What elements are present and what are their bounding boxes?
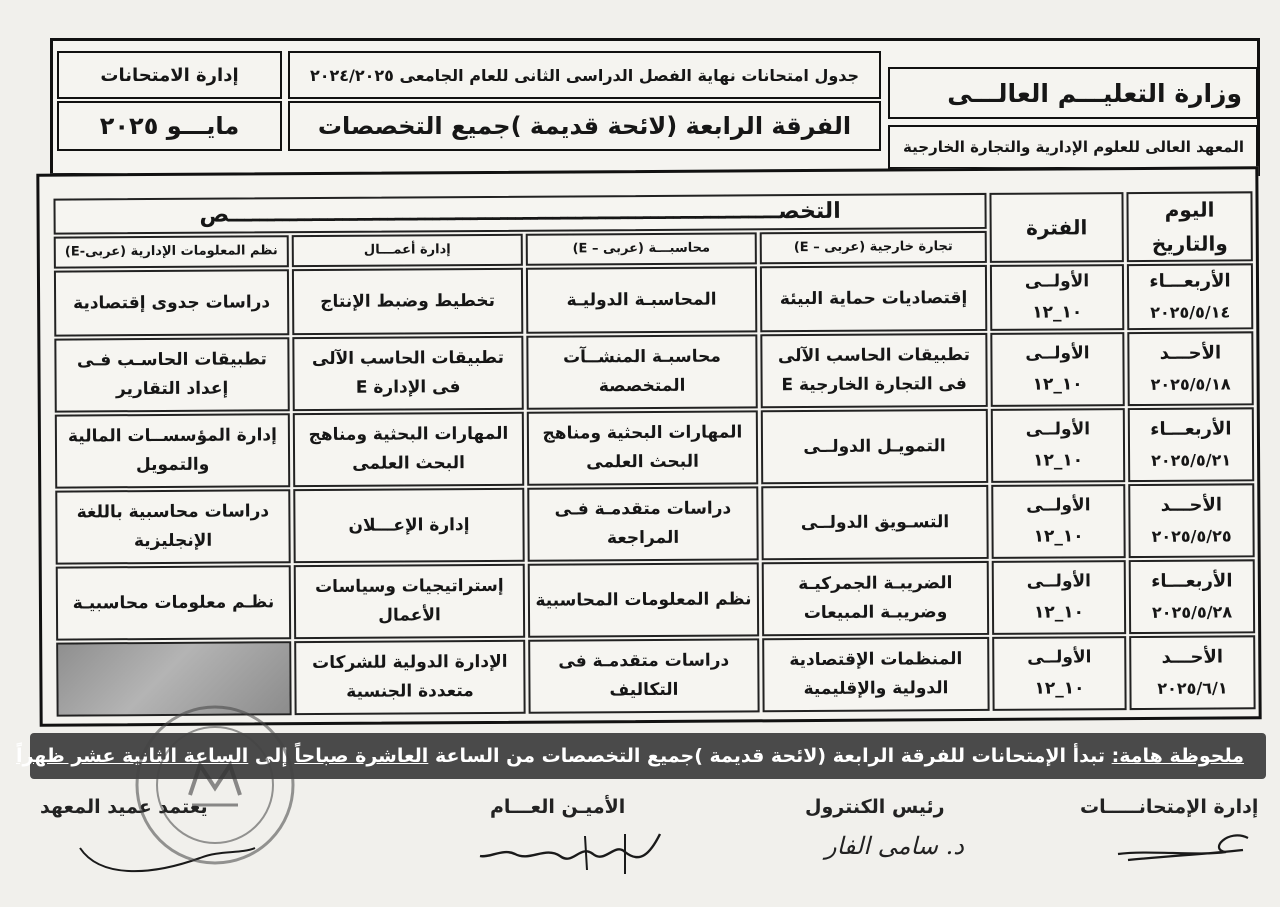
subject-line: المهارات البحثية ومناهج: [542, 422, 743, 444]
institute-name: المعهد العالى للعلوم الإدارية والتجارة الخارجية: [903, 138, 1244, 156]
period-name: الأولــى: [1025, 419, 1091, 441]
subject-line: البحث العلمى: [352, 453, 466, 474]
spec-header-accounting: [526, 232, 757, 265]
period-header-label: الفترة: [1026, 215, 1088, 240]
subject-line: الدولية والإقليمية: [803, 678, 949, 700]
subject-line: نظـم معلومات محاسبيـة: [72, 591, 275, 614]
subject-line: البحث العلمى: [586, 451, 699, 473]
period-time: ١٠_١٢: [1032, 374, 1083, 395]
note-text-1: تبدأ الإمتحانات للفرقة الرابعة (لائحة قديمة )جميع التخصصات من الساعة: [428, 745, 1112, 767]
day-name: الأحـــد: [1159, 342, 1222, 365]
spec-label-foreign-trade: تجارة خارجية (عربى – E): [793, 239, 953, 256]
subject-line: الأعمال: [378, 605, 441, 626]
exam-date: ٢٠٢٥/٥/٢٥: [1151, 526, 1232, 546]
subject-cell-mis: [55, 489, 290, 564]
subject-cell-business-admin: [294, 640, 525, 715]
exam-date: ٢٠٢٥/٥/١٨: [1150, 374, 1231, 394]
period-time: ١٠_١٢: [1033, 602, 1085, 623]
subject-line: دراسات محاسبية باللغة: [76, 501, 270, 523]
subject-line: المتخصصة: [598, 375, 686, 397]
day-name: الأحـــد: [1160, 494, 1223, 517]
schedule-title: جدول امتحانات نهاية الفصل الدراسى الثانى للعام الجامعى ٢٠٢٤/٢٠٢٥: [309, 65, 860, 85]
subject-line: وضريبـة المبيعات: [803, 602, 948, 624]
subject-cell-business-admin: [293, 412, 524, 487]
subject-cell-mis: [56, 565, 291, 640]
subject-line: متعددة الجنسية: [346, 681, 474, 702]
subject-line: والتمويل: [135, 454, 210, 476]
spec-header-business-admin: [292, 234, 523, 267]
subject-line: محاسبـة المنشــآت: [563, 346, 721, 368]
subject-cell-foreign-trade: [762, 561, 989, 636]
subject-line: المنظمات الإقتصادية: [789, 649, 963, 671]
month-label: مايـــو ٢٠٢٥: [99, 112, 240, 140]
day-date-header: [1126, 191, 1252, 262]
subject-cell-accounting: [528, 638, 759, 713]
period-time: ١٠_١٢: [1033, 450, 1084, 471]
note-highlight-end: الساعة الثانية عشر ظهراً: [15, 745, 249, 767]
secretary-handwritten-signature: [475, 824, 675, 884]
subject-line: الضريبـة الجمركيـة: [798, 573, 953, 595]
period-header: [989, 192, 1123, 263]
control-handwritten-signature: [825, 832, 964, 860]
exam-date: ٢٠٢٥/٥/١٤: [1150, 302, 1231, 322]
period-time: ١٠_١٢: [1032, 302, 1083, 323]
subject-line: إقتصاديات حماية البيئة: [779, 287, 968, 309]
subject-line: التمويـل الدولــى: [803, 435, 946, 457]
note-highlight-start: العاشرة صباحاً: [294, 745, 429, 767]
subject-cell-foreign-trade: [761, 409, 988, 484]
row-period: [992, 636, 1126, 711]
department-cell: [57, 51, 282, 99]
exams-handwritten-signature: [1108, 820, 1258, 880]
subject-cell-mis: [55, 413, 290, 488]
signature-exams-dept: [1080, 796, 1258, 818]
row-period: [991, 484, 1125, 559]
note-prefix: ملحوظة هامة:: [1111, 745, 1244, 767]
subject-cell-business-admin: [292, 268, 523, 335]
day-name: الأربعـــاء: [1150, 418, 1232, 441]
subject-cell-accounting: [527, 486, 758, 561]
level-title: الفرقة الرابعة (لائحة قديمة )جميع التخصصات: [317, 112, 852, 140]
signature-control-head: [805, 796, 945, 818]
period-name: الأولــى: [1026, 495, 1091, 517]
signature-exams-label: إدارة الإمتحانـــــات: [1080, 796, 1259, 818]
subject-cell-business-admin: [293, 488, 524, 563]
period-name: الأولــى: [1026, 571, 1092, 593]
subject-line: المهارات البحثية ومناهج: [308, 423, 509, 446]
subject-line: تخطيط وضبط الإنتاج: [320, 290, 496, 312]
day-date-header-label: اليوم والتاريخ: [1151, 197, 1228, 256]
period-name: الأولــى: [1027, 647, 1092, 669]
subject-cell-business-admin: [294, 564, 525, 639]
exam-date: ٢٠٢٥/٥/٢٨: [1151, 602, 1233, 622]
control-signature-text: د. سامى الفار: [825, 832, 964, 860]
department-name: إدارة الامتحانات: [100, 64, 239, 86]
institute-seal-icon: [130, 700, 300, 870]
subject-cell-foreign-trade: [762, 637, 989, 712]
signature-secretary-label: الأميـن العـــام: [490, 796, 626, 818]
signature-dean-label: يعتمد عميد المعهد: [40, 796, 208, 818]
schedule-title-cell: [288, 51, 881, 99]
ministry-cell: [888, 67, 1258, 119]
row-period: [991, 408, 1125, 483]
period-name: الأولــى: [1025, 343, 1090, 365]
subject-cell-accounting: [526, 334, 757, 409]
ministry-name: وزارة التعليـــم العالـــى: [947, 78, 1242, 108]
signature-secretary-general: [490, 796, 625, 818]
day-name: الأربعـــاء: [1149, 270, 1231, 293]
note-text-2: إلى: [248, 745, 295, 767]
day-name: الأربعـــاء: [1151, 570, 1233, 593]
subject-line: تطبيقات الحاسب الآلى: [311, 347, 505, 370]
day-name: الأحـــد: [1161, 646, 1224, 669]
subject-line: دراسات جدوى إقتصادية: [73, 291, 271, 314]
schedule-table: [36, 166, 1261, 726]
subject-line: التسـويق الدولــى: [800, 511, 950, 533]
subject-line: فى الإدارة E: [355, 377, 461, 398]
document-header: [50, 38, 1260, 176]
spec-label-business-admin: إدارة أعمـــال: [363, 242, 451, 258]
subject-cell-accounting: [527, 410, 758, 485]
period-time: ١٠_١٢: [1034, 678, 1085, 699]
spec-header-foreign-trade: [760, 231, 987, 264]
row-day-date: [1128, 483, 1254, 558]
row-day-date: [1128, 407, 1254, 482]
spec-label-mis: نظم المعلومات الإدارية (عربى-E): [64, 243, 278, 260]
subject-cell-accounting: [526, 266, 757, 333]
subject-line: التكاليف: [609, 679, 679, 701]
subject-line: إستراتيجيات وسياسات: [315, 576, 504, 598]
subject-line: تطبيقات الحاسـب فـى: [76, 349, 267, 371]
subject-line: فى التجارة الخارجية E: [781, 374, 967, 396]
row-period: [990, 264, 1124, 331]
row-day-date: [1129, 559, 1255, 634]
subject-line: الإنجليزية: [133, 530, 213, 552]
period-time: ١٠_١٢: [1033, 526, 1084, 547]
specialization-header-label: التخصـــــــــــــــــــــــــــــــــــــــــــــــــــــــــــــــــــــــــص: [199, 199, 841, 229]
subject-cell-business-admin: [292, 336, 523, 411]
exam-date: ٢٠٢٥/٦/١: [1157, 678, 1228, 698]
row-day-date: [1127, 263, 1253, 330]
subject-line: نظم المعلومات المحاسبية: [535, 588, 752, 611]
institute-cell: [888, 125, 1258, 169]
subject-line: المراجعة: [606, 527, 680, 549]
spec-label-accounting: محاسبـــة (عربى – E): [572, 240, 711, 257]
subject-line: إعداد التقارير: [115, 378, 229, 400]
subject-cell-accounting: [528, 562, 759, 637]
subject-cell-foreign-trade: [760, 265, 987, 332]
row-period: [992, 560, 1126, 635]
specialization-header: [53, 193, 986, 235]
subject-line: دراسات متقدمـة فـى: [554, 498, 732, 520]
subject-line: إدارة الإعـــلان: [348, 514, 470, 536]
subject-line: دراسات متقدمـة فى: [558, 650, 730, 672]
period-name: الأولــى: [1024, 271, 1090, 293]
subject-cell-mis: [54, 269, 289, 336]
row-day-date: [1129, 635, 1255, 710]
row-day-date: [1127, 331, 1253, 406]
subject-line: المحاسبـة الدوليـة: [566, 289, 717, 311]
month-cell: [57, 101, 282, 151]
subject-line: إدارة المؤسســات المالية: [67, 425, 278, 447]
subject-cell-mis: [54, 337, 289, 412]
subject-line: تطبيقات الحاسب الآلى: [777, 345, 971, 367]
signature-control-label: رئيس الكنترول: [805, 796, 945, 818]
subject-cell-foreign-trade: [761, 485, 988, 560]
row-period: [990, 332, 1124, 407]
level-cell: [288, 101, 881, 151]
spec-header-mis: [54, 235, 289, 268]
subject-line: الإدارة الدولية للشركات: [312, 651, 508, 674]
subject-cell-foreign-trade: [760, 333, 987, 408]
exam-date: ٢٠٢٥/٥/٢١: [1151, 450, 1232, 470]
